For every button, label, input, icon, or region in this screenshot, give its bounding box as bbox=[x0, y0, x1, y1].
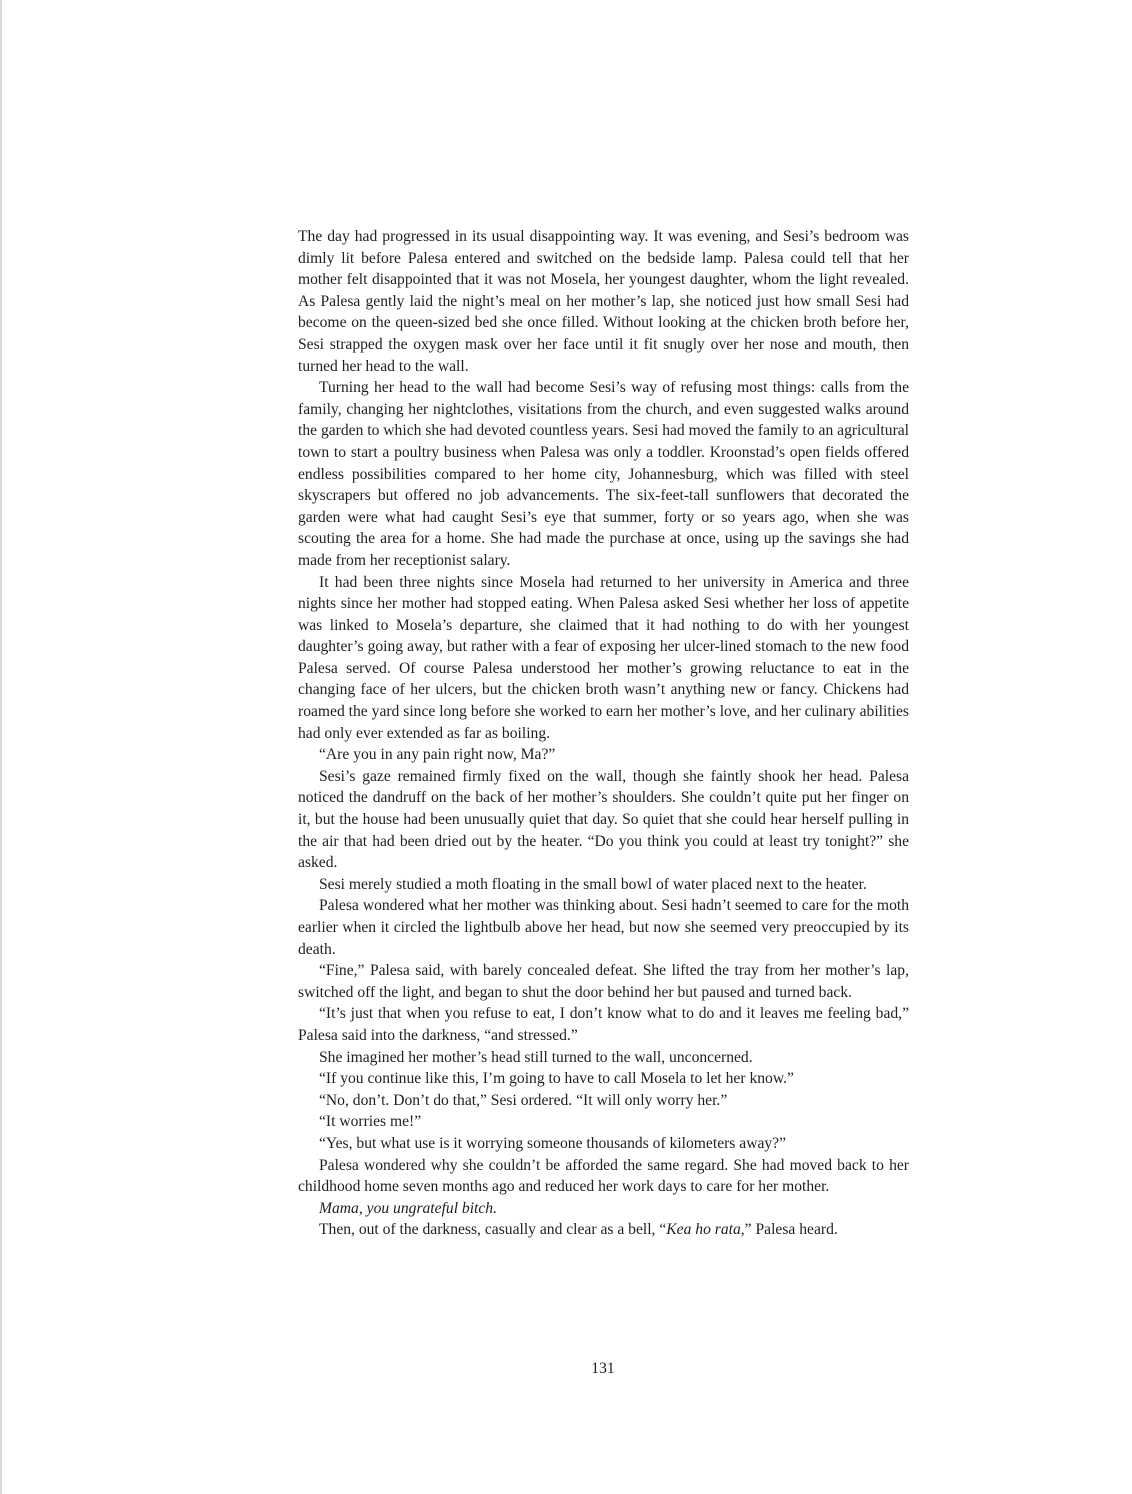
final-before: Then, out of the darkness, casually and clear as a bell, “ bbox=[319, 1221, 667, 1239]
paragraph-final bbox=[298, 1219, 909, 1241]
paragraph-gaze: Sesi’s gaze remained firmly fixed on the wall, though she faintly shook her head. Palesa noticed the dandruff on the back of her mother’s shoulders. She couldn’t quite put her finger on it, but the house had been unusually quiet that day. So quiet that she could hear herself pulling in the air that had been dried out by the heater. “Do you think you could at least try tonight?” she asked. bbox=[298, 767, 909, 872]
page-number: 131 bbox=[591, 1360, 615, 1377]
paragraph-three-nights: It had been three nights since Mosela had returned to her university in America and three nights since her mother had stopped eating. When Palesa asked Sesi whether her loss of appetite was linked to Mosela’s departure, she claimed that it had nothing to do with her youngest daughter’s going away, but rather with a fear of exposing her ulcer-lined stomach to the new food Palesa served. Of course Palesa understood her mother’s growing reluctance to eat in the changing face of her ulcers, but the chicken broth wasn’t anything new or fancy. Chickens had roamed the yard since long before she worked to earn her mother’s love, and her culinary abilities had only ever extended as far as boiling. bbox=[298, 573, 909, 742]
thought-line bbox=[298, 1198, 909, 1220]
paragraph-imagined: She imagined her mother’s head still turned to the wall, unconcerned. bbox=[319, 1048, 753, 1066]
final-italic: Kea ho rata bbox=[666, 1221, 741, 1239]
paragraph-wall: Turning her head to the wall had become Sesi’s way of refusing most things: calls from the family, changing her nightclothes, visitations from the church, and even suggested walks around the garden to which she had devoted countless years. Sesi had moved the family to an agricultural town to start a poultry business when Palesa was only a toddler. Kroonstad’s open fields offered endless possibilities compared to her home city, Johannesburg, which was filled with steel skyscrapers but offered no job advancements. The six-feet-tall sunflowers that decorated the garden were what had caught Sesi’s eye that summer, forty or so years ago, when she was scouting the area for a home. She had made the purchase at once, using up the savings she had made from her receptionist salary. bbox=[298, 379, 910, 569]
dialogue-thousands: “Yes, but what use is it worrying someone thousands of kilometers away?” bbox=[319, 1134, 787, 1152]
paragraph-wondered: Palesa wondered what her mother was thinking about. Sesi hadn’t seemed to care for the moth earlier when it circled the lightbulb above her head, but now she seemed very preoccupied by its death. bbox=[298, 897, 909, 958]
dialogue-pain: “Are you in any pain right now, Ma?” bbox=[319, 746, 556, 764]
story-text bbox=[298, 226, 909, 1241]
dialogue-dont: “No, don’t. Don’t do that,” Sesi ordered. “It will only worry her.” bbox=[319, 1091, 728, 1109]
dialogue-worries: “It worries me!” bbox=[319, 1113, 422, 1131]
paragraph-fine: “Fine,” Palesa said, with barely concealed defeat. She lifted the tray from her mother’s lap, switched off the light, and began to shut the door behind her but paused and turned back. bbox=[298, 962, 909, 1001]
paragraph-opening: The day had progressed in its usual disappointing way. It was evening, and Sesi’s bedroom was dimly lit before Palesa entered and switched on the bedside lamp. Palesa could tell that her mother felt disappointed that it was not Mosela, her youngest daughter, whom the light revealed. As Palesa gently laid the night’s meal on her mother’s lap, she noticed just how small Sesi had become on the queen-sized bed she once filled. Without looking at the chicken broth before her, Sesi strapped the oxygen mask over her face until it fit snugly over her nose and mouth, then turned her head to the wall. bbox=[298, 228, 909, 375]
page-edge bbox=[0, 0, 2, 1494]
thought-italic: Mama, you ungrateful bitch. bbox=[319, 1199, 498, 1217]
final-after: ,” Palesa heard. bbox=[740, 1221, 838, 1239]
paragraph-moth: Sesi merely studied a moth floating in the small bowl of water placed next to the heater. bbox=[319, 875, 867, 893]
paragraph-darkness: “It’s just that when you refuse to eat, I don’t know what to do and it leaves me feeling bad,” Palesa said into the darkness, “and stressed.” bbox=[298, 1005, 909, 1044]
dialogue-continue: “If you continue like this, I’m going to have to call Mosela to let her know.” bbox=[319, 1070, 794, 1088]
paragraph-regard: Palesa wondered why she couldn’t be afforded the same regard. She had moved back to her childhood home seven months ago and reduced her work days to care for her mother. bbox=[298, 1156, 909, 1196]
